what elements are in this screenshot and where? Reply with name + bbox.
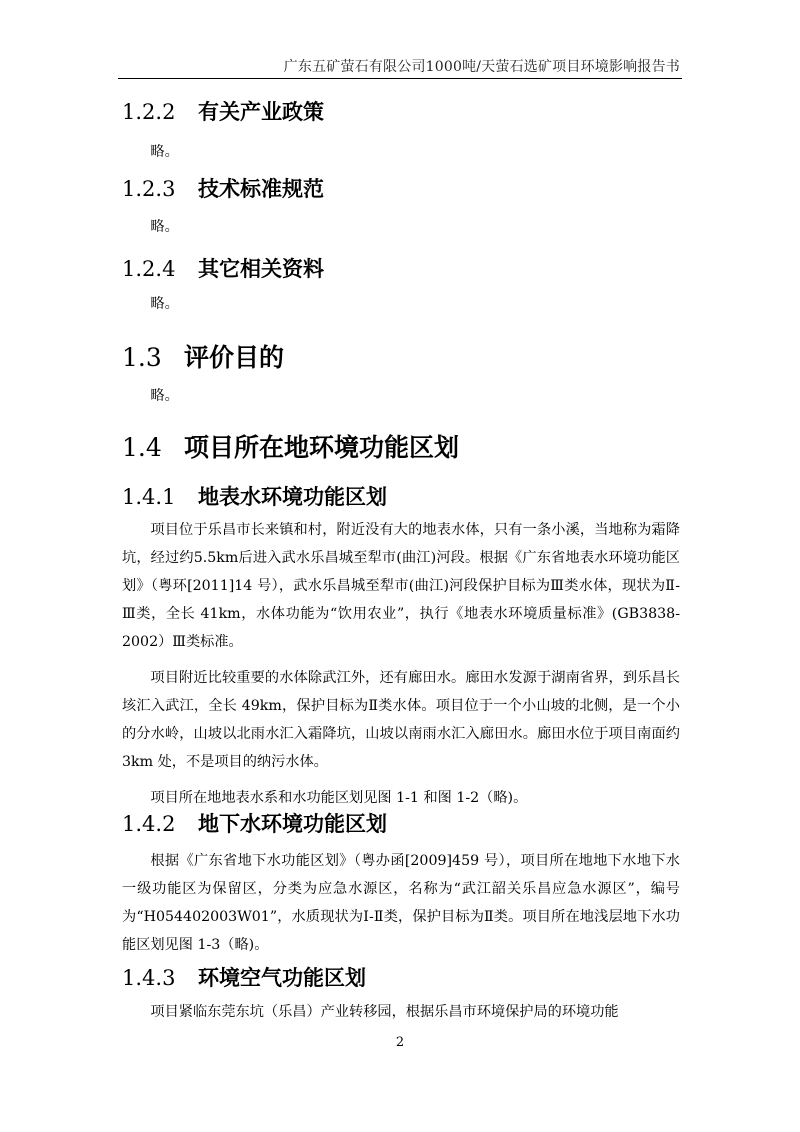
heading-title: 地表水环境功能区划 xyxy=(198,485,387,509)
paragraph: 项目紧临东莞东坑（乐昌）产业转移园，根据乐昌市环境保护局的环境功能 xyxy=(150,1004,619,1020)
paragraph: 略。 xyxy=(150,296,179,312)
heading-1-3 xyxy=(122,338,680,374)
paragraph: 项目所在地地表水系和水功能区划见图 1-1 和图 1-2（略)。 xyxy=(150,790,528,806)
paragraph: 略。 xyxy=(150,219,179,235)
paragraph: 根据《广东省地下水功能区划》（粤办函[2009]459 号），项目所在地地下水地下水一级功能区为保留区，分类为应急水源区，名称为“武江韶关乐昌应急水源区”，编号为“H054402003W01”，水质现状为Ⅰ-Ⅱ类，保护目标为Ⅱ类。项目所在地浅层地下水功能区划见图 1-3（略)。 xyxy=(122,853,680,953)
heading-title: 技术标准规范 xyxy=(198,177,324,201)
heading-1-4-3 xyxy=(122,962,680,992)
heading-1-4-2 xyxy=(122,808,680,838)
heading-number: 1.4.2 xyxy=(122,812,176,836)
section-body xyxy=(122,516,680,812)
section-body xyxy=(122,998,680,1026)
paragraph: 项目附近比较重要的水体除武江外，还有廊田水。廊田水发源于湖南省界，到乐昌长垓汇入武江，全长 49km，保护目标为Ⅱ类水体。项目位于一个小山坡的北侧，是一个小的分水岭，山坡以北雨水汇入霜降坑，山坡以南雨水汇入廊田水。廊田水位于项目南面约 3km 处，不是项目的纳污水体。 xyxy=(122,670,680,770)
heading-1-4 xyxy=(122,428,680,464)
header-rule xyxy=(118,78,682,79)
heading-number: 1.4.3 xyxy=(122,966,176,990)
heading-1-2-4 xyxy=(122,253,680,283)
heading-number: 1.2.4 xyxy=(122,257,176,281)
section-body xyxy=(122,213,680,241)
heading-title: 项目所在地环境功能区划 xyxy=(184,433,460,462)
paragraph: 略。 xyxy=(150,144,179,160)
section-body xyxy=(122,290,680,318)
page-number: 2 xyxy=(395,1035,405,1050)
heading-1-2-3 xyxy=(122,173,680,203)
heading-number: 1.4.1 xyxy=(122,485,176,509)
heading-number: 1.3 xyxy=(122,343,162,372)
heading-1-4-1 xyxy=(122,481,680,511)
section-body xyxy=(122,138,680,166)
heading-title: 地下水环境功能区划 xyxy=(198,812,387,836)
heading-title: 其它相关资料 xyxy=(198,257,324,281)
section-body xyxy=(122,382,680,410)
heading-title: 环境空气功能区划 xyxy=(198,966,366,990)
running-header: 广东五矿萤石有限公司1000吨/天萤石选矿项目环境影响报告书 xyxy=(283,59,680,75)
heading-title: 评价目的 xyxy=(184,343,285,372)
heading-1-2-2 xyxy=(122,96,680,126)
section-body xyxy=(122,847,680,959)
heading-number: 1.2.2 xyxy=(122,100,176,124)
paragraph: 项目位于乐昌市长来镇和村，附近没有大的地表水体，只有一条小溪，当地称为霜降坑，经过约5.5km后进入武水乐昌城至犁市(曲江)河段。根据《广东省地表水环境功能区划》（粤环[2011]14 号），武水乐昌城至犁市(曲江)河段保护目标为Ⅲ类水体，现状为Ⅱ-Ⅲ类，全长 41km，水体功能为“饮用农业”，执行《地表水环境质量标准》(GB3838-2002）Ⅲ类标准。 xyxy=(122,522,680,650)
heading-title: 有关产业政策 xyxy=(198,100,324,124)
heading-number: 1.4 xyxy=(122,433,162,462)
paragraph: 略。 xyxy=(150,388,179,404)
heading-number: 1.2.3 xyxy=(122,177,176,201)
